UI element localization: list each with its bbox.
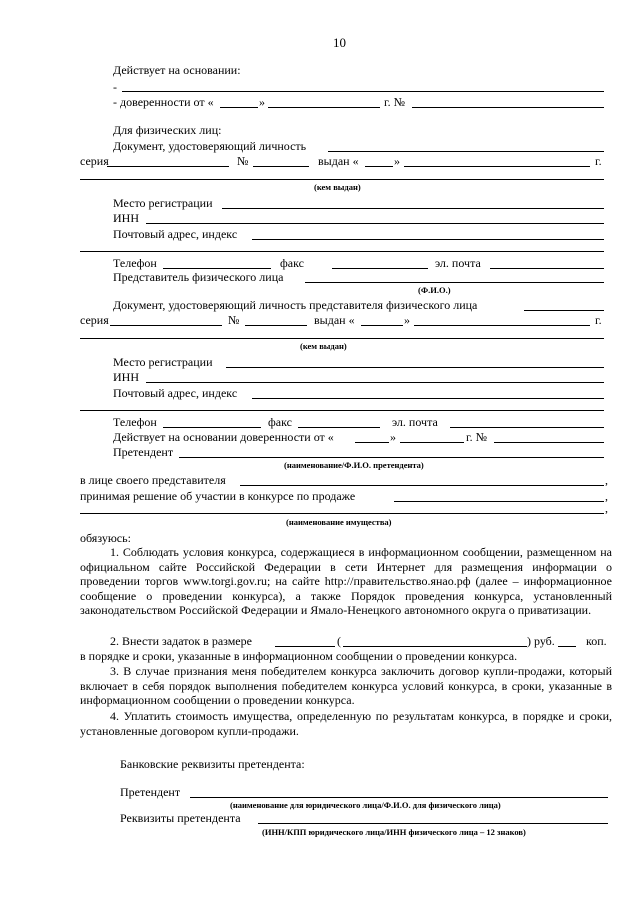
postal-label: Почтовый адрес, индекс — [113, 227, 238, 241]
rep-document-number-field[interactable] — [245, 325, 307, 326]
comma-2: , — [605, 489, 608, 503]
rep-inn-field[interactable] — [146, 382, 604, 383]
rep-fax-field[interactable] — [298, 427, 380, 428]
deciding-label: принимая решение об участии в конкурсе по продаже — [80, 489, 356, 503]
postal-field[interactable] — [252, 239, 604, 240]
rep-reg-place-label: Место регистрации — [113, 355, 213, 369]
acts-attorney-number-field[interactable] — [494, 442, 604, 443]
acts-attorney-date-field[interactable] — [400, 442, 464, 443]
year-label: г. — [595, 154, 602, 168]
applicant-2-label: Претендент — [120, 785, 181, 799]
document-number-field[interactable] — [253, 166, 309, 167]
attorney-date-field[interactable] — [268, 107, 380, 108]
acts-attorney-year-no: г. № — [466, 430, 488, 444]
rep-id-document-field[interactable] — [524, 310, 604, 311]
series-label: серия — [80, 154, 109, 168]
issued-date-field[interactable] — [404, 166, 590, 167]
rep-postal-label: Почтовый адрес, индекс — [113, 386, 238, 400]
fax-field[interactable] — [332, 268, 428, 269]
page-number: 10 — [333, 35, 346, 50]
number-sign: № — [237, 154, 249, 168]
issued-day-field[interactable] — [365, 166, 393, 167]
rep-inn-label: ИНН — [113, 370, 139, 384]
rep-individual-label: Представитель физического лица — [113, 270, 284, 284]
reg-place-label: Место регистрации — [113, 196, 213, 210]
attorney-day-field[interactable] — [220, 107, 258, 108]
issued-by-field[interactable] — [80, 179, 604, 180]
rep-issued-by-caption: (кем выдан) — [300, 341, 347, 351]
item-2-label: 2. Внести задаток в размере — [110, 634, 252, 648]
rep-reg-place-field[interactable] — [226, 367, 604, 368]
rep-postal-field[interactable] — [252, 398, 604, 399]
fax-label: факс — [280, 256, 304, 270]
applicant-details-field[interactable] — [258, 823, 608, 824]
rep-email-field[interactable] — [450, 427, 604, 428]
rep-phone-field[interactable] — [163, 427, 261, 428]
deciding-field[interactable] — [394, 501, 604, 502]
comma-1: , — [605, 473, 608, 487]
deposit-amount-field[interactable] — [275, 646, 335, 647]
rep-series-label: серия — [80, 313, 109, 327]
rep-number-sign: № — [228, 313, 240, 327]
dash-mark: - — [113, 80, 117, 94]
kop-label: коп. — [586, 634, 607, 648]
issued-by-caption: (кем выдан) — [314, 182, 361, 192]
quote-close-2: » — [394, 154, 400, 168]
paren-open: ( — [337, 634, 341, 648]
deposit-words-field[interactable] — [343, 646, 527, 647]
applicant-field[interactable] — [179, 457, 604, 458]
quote-close: » — [259, 95, 265, 109]
rep-year-label: г. — [595, 313, 602, 327]
rep-issued-by-field[interactable] — [80, 338, 604, 339]
reg-place-field[interactable] — [222, 208, 604, 209]
rep-individual-field[interactable] — [305, 282, 604, 283]
item-3 — [80, 664, 612, 708]
rep-fax-label: факс — [268, 415, 292, 429]
in-person-label: в лице своего представителя — [80, 473, 226, 487]
applicant-details-label: Реквизиты претендента — [120, 811, 241, 825]
rep-postal-field-2[interactable] — [80, 410, 604, 411]
attorney-number-field[interactable] — [412, 107, 604, 108]
series-field[interactable] — [107, 166, 229, 167]
applicant-2-caption: (наименование для юридического лица/Ф.И.О. для физического лица) — [230, 800, 501, 810]
year-number-label: г. № — [384, 95, 406, 109]
rep-email-label: эл. почта — [392, 415, 438, 429]
acts-attorney-label: Действует на основании доверенности от « — [113, 430, 334, 444]
item-4 — [80, 709, 612, 738]
inn-label: ИНН — [113, 211, 139, 225]
email-field[interactable] — [490, 268, 604, 269]
id-document-label: Документ, удостоверяющий личность — [113, 139, 307, 153]
item-2-text: в порядке и сроки, указанные в информационном сообщении о проведении конкурса. — [80, 649, 518, 663]
rep-quote-close: » — [404, 313, 410, 327]
rub-label: ) руб. — [527, 634, 555, 648]
item-1-text: 1. Соблюдать условия конкурса, содержащиеся в информационном сообщении, размещенном на официальном сайте Российской Федерации в сети Интернет для размещения информации о проведении торгов www.torgi.gov.ru; на сайте http://правительство.янао.рф (далее – информационное сообщение о проведении конкурса), а также Порядок проведения конкурса, установленный законодательством Российской Федерации и Ямало-Ненецкого автономного округа о приватизации. — [80, 545, 612, 618]
acts-attorney-day-field[interactable] — [355, 442, 389, 443]
item-3-text: 3. В случае признания меня победителем конкурса заключить договор купли-продажи, который включает в себя порядок выполнения победителем конкурса условий конкурса, в сроки, указанные в информационном сообщении о проведении конкурса. — [80, 664, 612, 708]
kop-field[interactable] — [558, 646, 576, 647]
comma-3: , — [605, 501, 608, 515]
details-caption: (ИНН/КПП юридического лица/ИНН физического лица – 12 знаков) — [262, 827, 526, 837]
individuals-title: Для физических лиц: — [113, 123, 222, 137]
issued-label: выдан « — [318, 154, 359, 168]
bank-title: Банковские реквизиты претендента: — [120, 757, 305, 771]
rep-issued-label: выдан « — [314, 313, 355, 327]
rep-series-field[interactable] — [110, 325, 222, 326]
postal-field-2[interactable] — [80, 251, 604, 252]
commit-label: обязуюсь: — [80, 531, 131, 545]
applicant-caption: (наименование/Ф.И.О. претендента) — [284, 460, 424, 470]
power-of-attorney-label: - доверенности от « — [113, 95, 214, 109]
rep-id-document-label: Документ, удостоверяющий личность представителя физического лица — [113, 298, 478, 312]
item-4-text: 4. Уплатить стоимость имущества, определенную по результатам конкурса, в порядке и сроки, установленные договором купли-продажи. — [80, 709, 612, 738]
acts-basis-label: Действует на основании: — [113, 63, 241, 77]
item-1 — [80, 545, 612, 618]
fio-caption: (Ф.И.О.) — [418, 285, 451, 295]
phone-label: Телефон — [113, 256, 157, 270]
phone-field[interactable] — [163, 268, 271, 269]
acts-attorney-quote-close: » — [390, 430, 396, 444]
inn-field[interactable] — [146, 223, 604, 224]
id-document-field[interactable] — [328, 151, 604, 152]
basis-line[interactable] — [122, 91, 604, 92]
applicant-label: Претендент — [113, 445, 174, 459]
property-field[interactable] — [80, 513, 604, 514]
property-caption: (наименование имущества) — [286, 517, 392, 527]
rep-phone-label: Телефон — [113, 415, 157, 429]
rep-issued-day-field[interactable] — [361, 325, 403, 326]
in-person-field[interactable] — [240, 485, 604, 486]
applicant-2-field[interactable] — [190, 797, 608, 798]
rep-issued-date-field[interactable] — [414, 325, 590, 326]
email-label: эл. почта — [435, 256, 481, 270]
